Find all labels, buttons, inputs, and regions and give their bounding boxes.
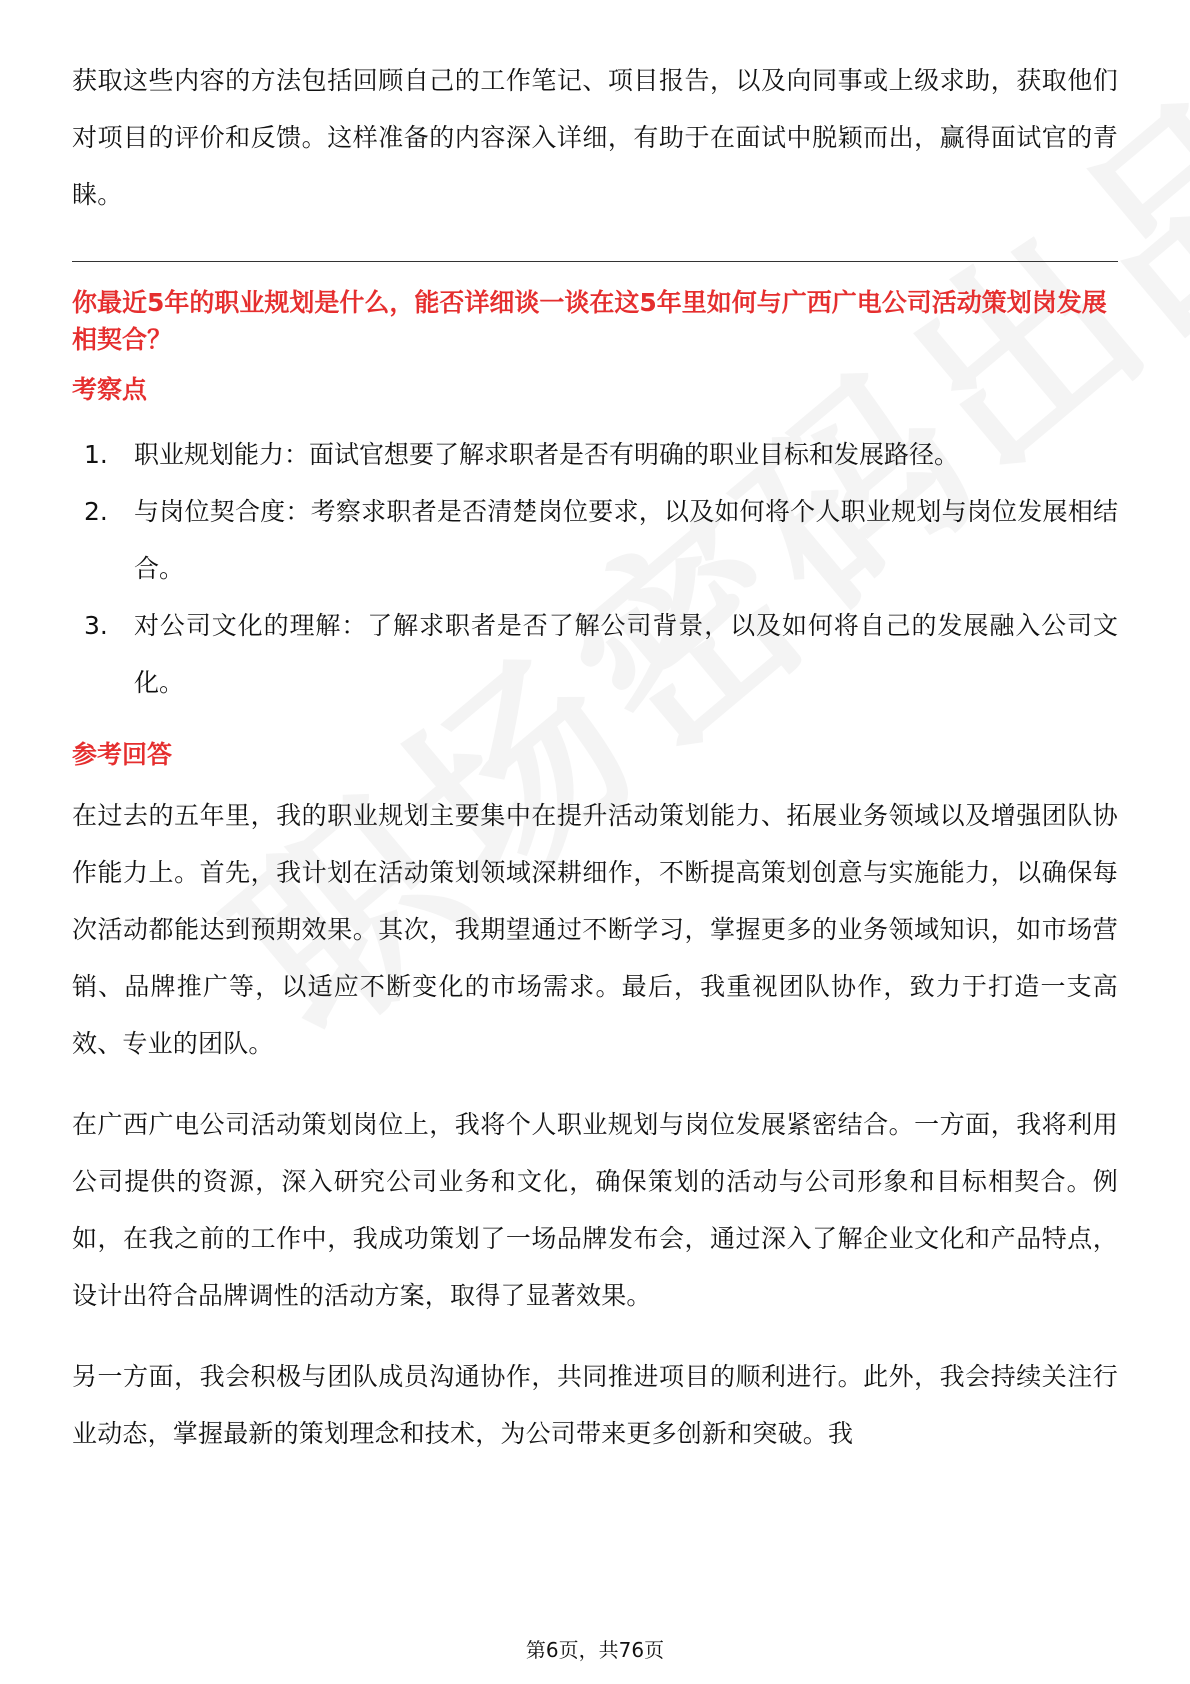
answer-paragraph-3: 另一方面，我会积极与团队成员沟通协作，共同推进项目的顺利进行。此外，我会持续关注行业动态，掌握最新的策划理念和技术，为公司带来更多创新和突破。我 — [72, 1362, 1118, 1448]
interview-question: 你最近5年的职业规划是什么，能否详细谈一谈在这5年里如何与广西广电公司活动策划岗发展相契合？ — [72, 288, 1107, 354]
answer-paragraph-2: 在广西广电公司活动策划岗位上，我将个人职业规划与岗位发展紧密结合。一方面，我将利用公司提供的资源，深入研究公司业务和文化，确保策划的活动与公司形象和目标相契合。例如，在我之前的工作中，我成功策划了一场品牌发布会，通过深入了解企业文化和产品特点，设计出符合品牌调性的活动方案，取得了显著效果。 — [72, 1110, 1118, 1310]
list-item — [72, 597, 1118, 711]
focus-heading: 考察点 — [72, 375, 148, 404]
list-number: 2. — [84, 497, 108, 526]
list-text: 对公司文化的理解：了解求职者是否了解公司背景，以及如何将自己的发展融入公司文化。 — [134, 611, 1118, 697]
intro-paragraph: 获取这些内容的方法包括回顾自己的工作笔记、项目报告，以及向同事或上级求助，获取他们对项目的评价和反馈。这样准备的内容深入详细，有助于在面试中脱颖而出，赢得面试官的青睐。 — [72, 66, 1118, 209]
answer-heading: 参考回答 — [72, 740, 173, 769]
list-item — [72, 483, 1118, 597]
list-text: 与岗位契合度：考察求职者是否清楚岗位要求，以及如何将个人职业规划与岗位发展相结合。 — [134, 497, 1118, 583]
paragraph-gap — [72, 1324, 1118, 1348]
answer-paragraph-1: 在过去的五年里，我的职业规划主要集中在提升活动策划能力、拓展业务领域以及增强团队协作能力上。首先，我计划在活动策划领域深耕细作，不断提高策划创意与实施能力，以确保每次活动都能达到预期效果。其次，我期望通过不断学习，掌握更多的业务领域知识，如市场营销、品牌推广等，以适应不断变化的市场需求。最后，我重视团队协作，致力于打造一支高效、专业的团队。 — [72, 801, 1118, 1058]
section-divider — [72, 261, 1118, 262]
focus-list — [72, 426, 1118, 711]
list-item — [72, 426, 1118, 483]
document-body — [72, 52, 1118, 1462]
list-number: 3. — [84, 611, 108, 640]
list-number: 1. — [84, 440, 108, 469]
page-number: 第6页，共76页 — [525, 1638, 665, 1662]
paragraph-gap — [72, 1072, 1118, 1096]
list-text: 职业规划能力：面试官想要了解求职者是否有明确的职业目标和发展路径。 — [134, 440, 960, 469]
